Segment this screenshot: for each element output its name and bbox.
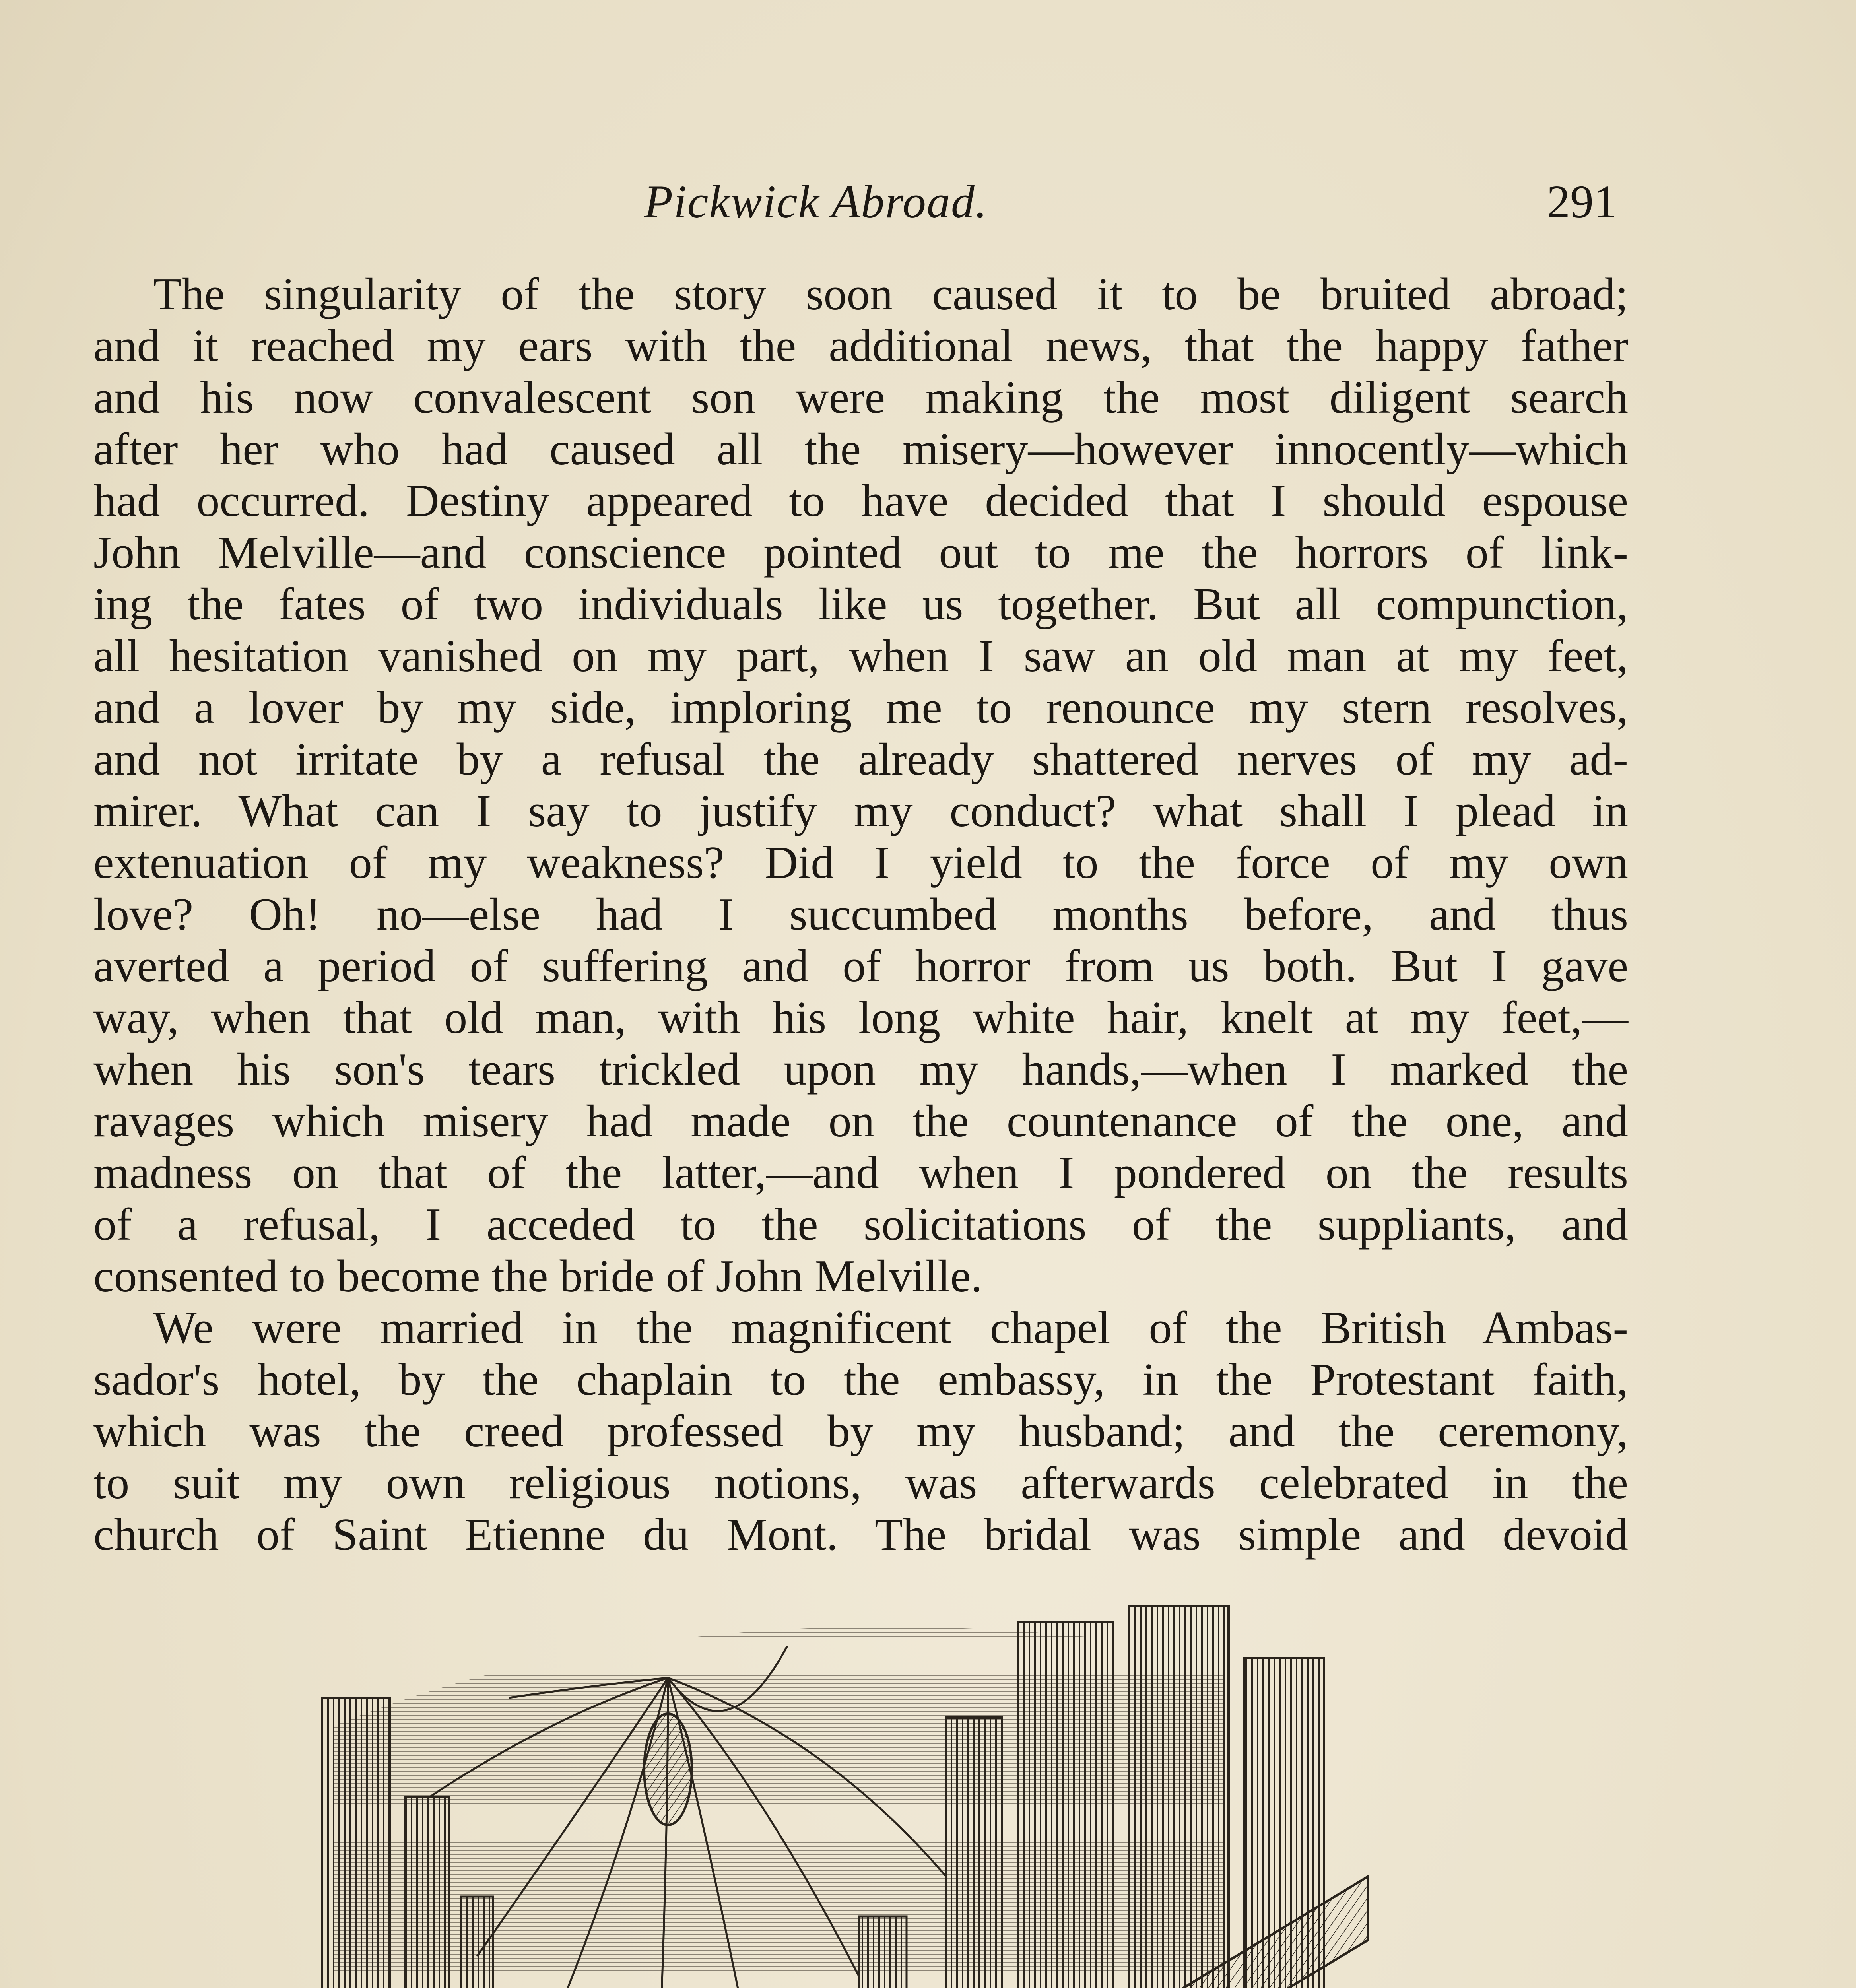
- text-line: way, when that old man, with his long white hair, knelt at my feet,—: [93, 992, 1628, 1043]
- text-line: and his now convalescent son were making the most diligent search: [93, 372, 1628, 423]
- text-line: which was the creed professed by my husband; and the ceremony,: [93, 1406, 1628, 1457]
- text-line: and it reached my ears with the additional news, that the happy father: [93, 320, 1628, 371]
- church-interior-engraving: [310, 1598, 1404, 1988]
- text-line: consented to become the bride of John Melville.: [93, 1251, 982, 1302]
- text-line: averted a period of suffering and of horror from us both. But I gave: [93, 941, 1628, 992]
- text-line: when his son's tears trickled upon my hands,—when I marked the: [93, 1044, 1628, 1095]
- text-line: sador's hotel, by the chaplain to the embassy, in the Protestant faith,: [93, 1354, 1628, 1405]
- text-line: of a refusal, I acceded to the solicitations of the suppliants, and: [93, 1199, 1628, 1250]
- text-line: We were married in the magnificent chapel of the British Ambas-: [153, 1303, 1628, 1353]
- text-line: John Melville—and conscience pointed out to me the horrors of link-: [93, 527, 1628, 578]
- page-number: 291: [1547, 176, 1617, 228]
- text-line: ing the fates of two individuals like us together. But all compunction,: [93, 579, 1628, 630]
- running-title: Pickwick Abroad.: [644, 176, 988, 228]
- text-line: madness on that of the latter,—and when I pondered on the results: [93, 1147, 1628, 1198]
- text-line: love? Oh! no—else had I succumbed months before, and thus: [93, 889, 1628, 940]
- body-text-top: [93, 268, 1628, 1561]
- text-line: ravages which misery had made on the countenance of the one, and: [93, 1096, 1628, 1147]
- text-line: and not irritate by a refusal the already shattered nerves of my ad-: [93, 734, 1628, 785]
- text-line: church of Saint Etienne du Mont. The bridal was simple and devoid: [93, 1509, 1628, 1560]
- text-line: had occurred. Destiny appeared to have decided that I should espouse: [93, 476, 1628, 526]
- text-line: and a lover by my side, imploring me to renounce my stern resolves,: [93, 682, 1628, 733]
- text-line: mirer. What can I say to justify my conduct? what shall I plead in: [93, 786, 1628, 837]
- text-line: The singularity of the story soon caused it to be bruited abroad;: [153, 269, 1628, 320]
- text-line: to suit my own religious notions, was afterwards celebrated in the: [93, 1458, 1628, 1508]
- text-line: after her who had caused all the misery—however innocently—which: [93, 424, 1628, 475]
- text-line: extenuation of my weakness? Did I yield to the force of my own: [93, 837, 1628, 888]
- text-line: all hesitation vanished on my part, when I saw an old man at my feet,: [93, 631, 1628, 681]
